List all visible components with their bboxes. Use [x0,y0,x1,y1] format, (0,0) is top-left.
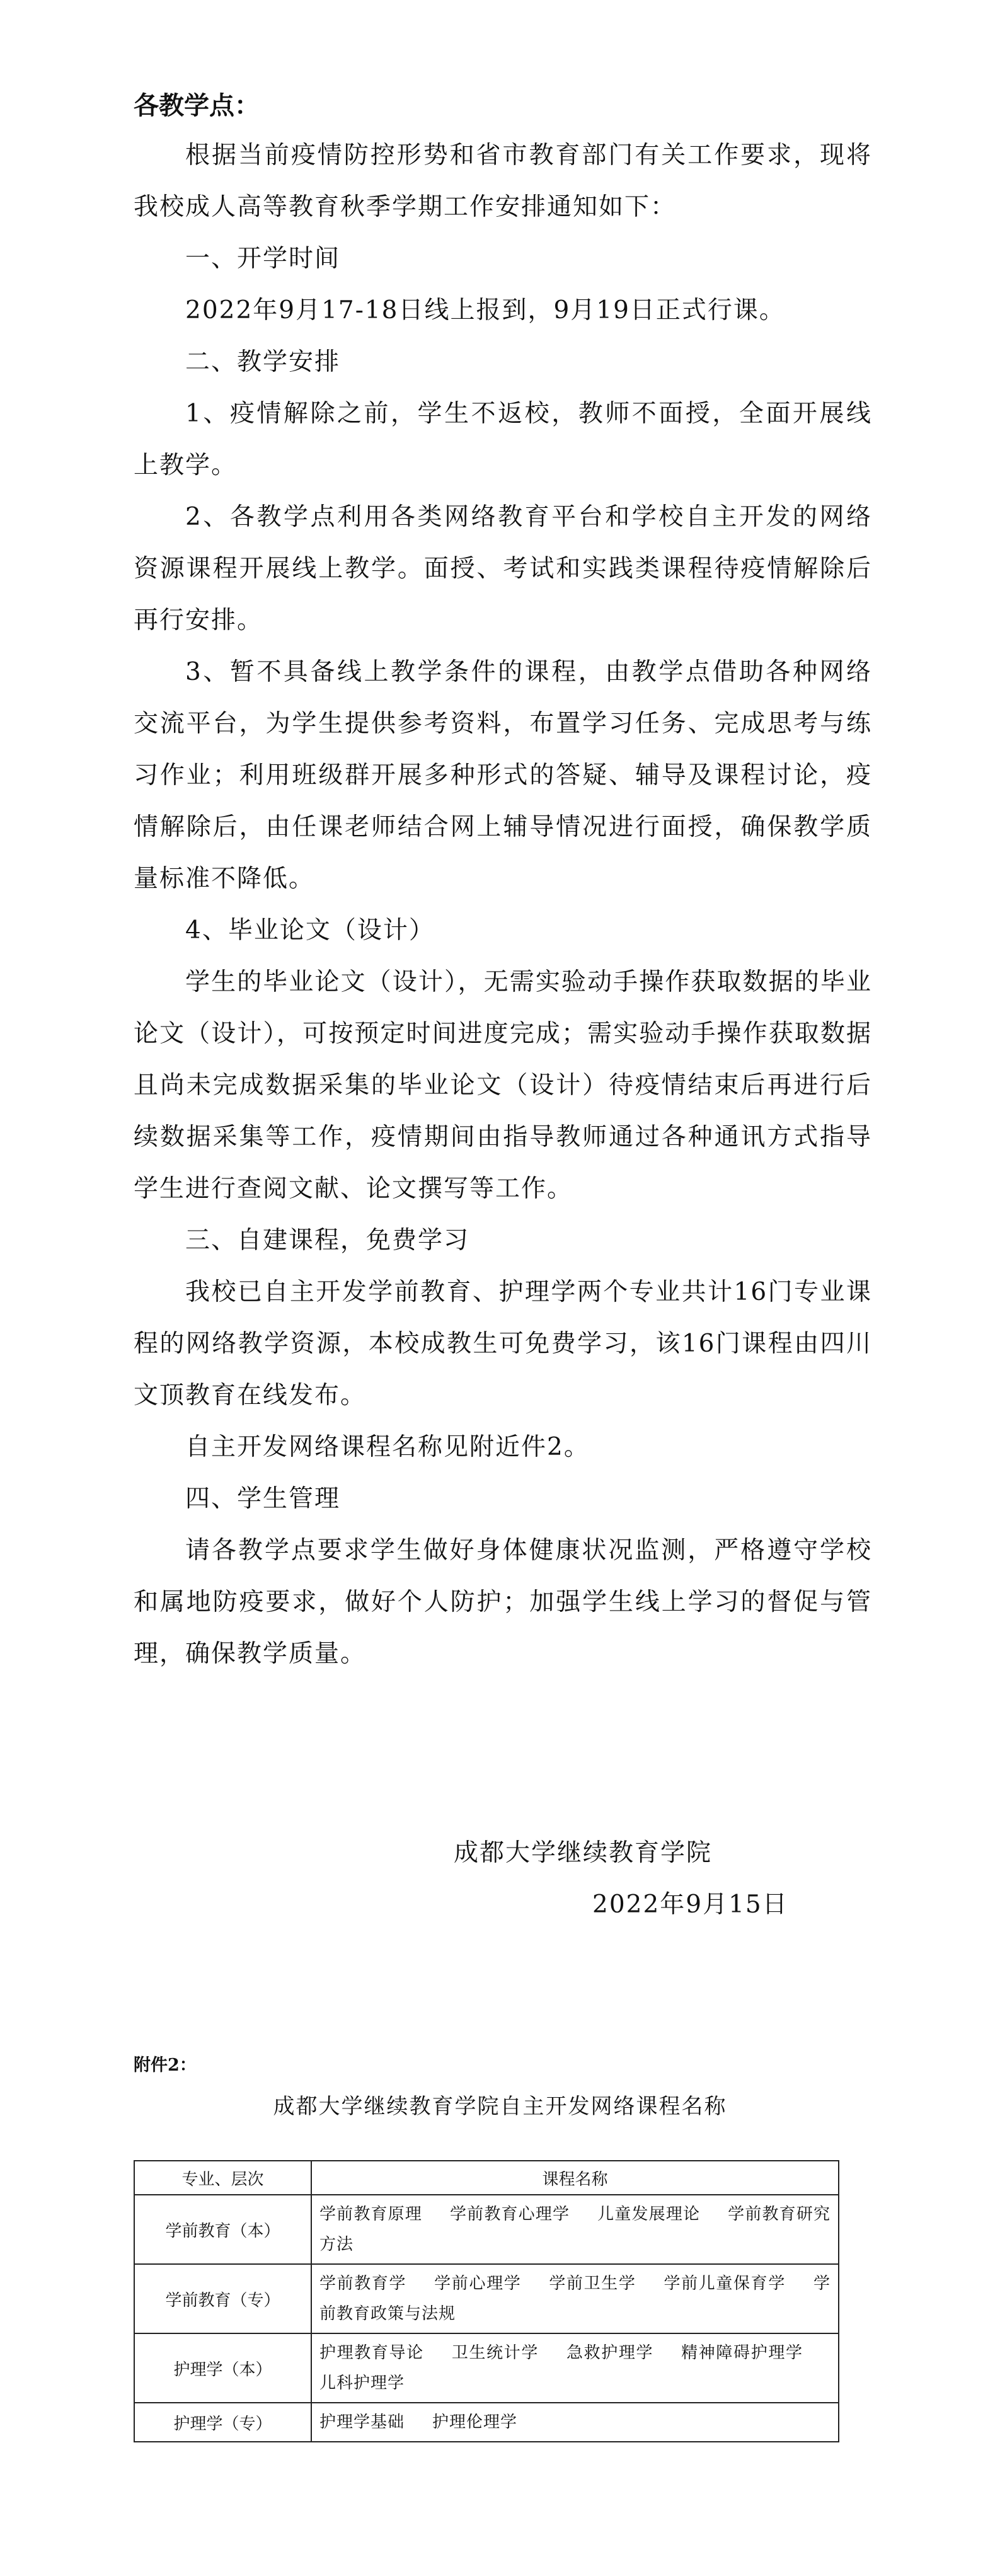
start-time-paragraph: 2022年9月17-18日线上报到，9月19日正式行课。 [185,296,785,325]
course-name: 护理教育导论 [319,2343,424,2362]
header-major: 专业、层次 [134,2161,311,2195]
course-names-cell [311,2264,839,2333]
header-courses: 课程名称 [311,2161,839,2195]
signature: 成都大学继续教育学院 [454,1839,713,1867]
course-names-cell [311,2195,839,2264]
notice-body [134,130,872,1680]
section-heading-students: 四、学生管理 [185,1485,341,1513]
course-name: 学前教育政策与法规 [319,2274,830,2323]
course-name: 急救护理学 [566,2343,654,2362]
course-name: 学前卫生学 [549,2274,636,2293]
course-name: 精神障碍护理学 [681,2343,803,2362]
course-name: 学前教育原理 [319,2205,422,2224]
major-cell: 学前教育（本） [134,2195,311,2264]
course-name: 学前儿童保育学 [664,2274,786,2293]
signature-date: 2022年9月15日 [592,1890,788,1919]
course-name: 儿童发展理论 [597,2205,701,2224]
section-heading-teaching: 二、教学安排 [185,348,341,376]
course-names-cell [311,2403,839,2442]
course-name: 儿科护理学 [319,2374,405,2393]
courses-table [134,2160,839,2442]
table-row [134,2333,839,2403]
course-name: 护理学基础 [319,2413,405,2432]
courses-paragraph: 我校已自主开发学前教育、护理学两个专业共计16门专业课程的网络教学资源，本校成教生可免费学习，该16门课程由四川文顶教育在线发布。 [134,1278,872,1410]
salutation: 各教学点： [134,91,260,120]
intro-paragraph: 根据当前疫情防控形势和省市教育部门有关工作要求，现将我校成人高等教育秋季学期工作安排通知如下： [134,141,872,221]
course-name: 学前教育学 [319,2274,407,2293]
course-name: 卫生统计学 [451,2343,539,2362]
course-names-cell [311,2333,839,2403]
table-row [134,2403,839,2442]
teaching-item-2: 2、各教学点利用各类网络教育平台和学校自主开发的网络资源课程开展线上教学。面授、考试和实践类课程待疫情解除后再行安排。 [134,503,872,635]
thesis-paragraph: 学生的毕业论文（设计），无需实验动手操作获取数据的毕业论文（设计），可按预定时间进度完成；需实验动手操作获取数据且尚未完成数据采集的毕业论文（设计）待疫情结束后再进行后续数据采集等工作，疫情期间由指导教师通过各种通讯方式指导学生进行查阅文献、论文撰写等工作。 [134,968,872,1203]
attachment-title: 成都大学继续教育学院自主开发网络课程名称 [273,2094,727,2119]
teaching-item-1: 1、疫情解除之前，学生不返校，教师不面授，全面开展线上教学。 [134,400,872,480]
course-name: 学前心理学 [434,2274,522,2293]
major-cell: 学前教育（专） [134,2264,311,2333]
course-name: 护理伦理学 [432,2413,518,2432]
course-name: 学前教育心理学 [450,2205,570,2224]
teaching-item-4-heading: 4、毕业论文（设计） [185,916,435,945]
section-heading-start-time: 一、开学时间 [185,244,341,273]
table-header-row [134,2161,839,2195]
major-cell: 护理学（专） [134,2403,311,2442]
courses-attachment-note: 自主开发网络课程名称见附近件2。 [185,1433,590,1461]
table-row [134,2264,839,2333]
major-cell: 护理学（本） [134,2333,311,2403]
teaching-item-3: 3、暂不具备线上教学条件的课程，由教学点借助各种网络交流平台，为学生提供参考资料，布置学习任务、完成思考与练习作业；利用班级群开展多种形式的答疑、辅导及课程讨论，疫情解除后，由任课老师结合网上辅导情况进行面授，确保教学质量标准不降低。 [134,658,872,893]
table-row [134,2195,839,2264]
course-name: 学前教育研究方法 [319,2205,830,2254]
section-heading-courses: 三、自建课程，免费学习 [185,1226,470,1255]
attachment-label: 附件2： [134,2056,197,2075]
students-paragraph: 请各教学点要求学生做好身体健康状况监测，严格遵守学校和属地防疫要求，做好个人防护；加强学生线上学习的督促与管理，确保教学质量。 [134,1536,872,1668]
